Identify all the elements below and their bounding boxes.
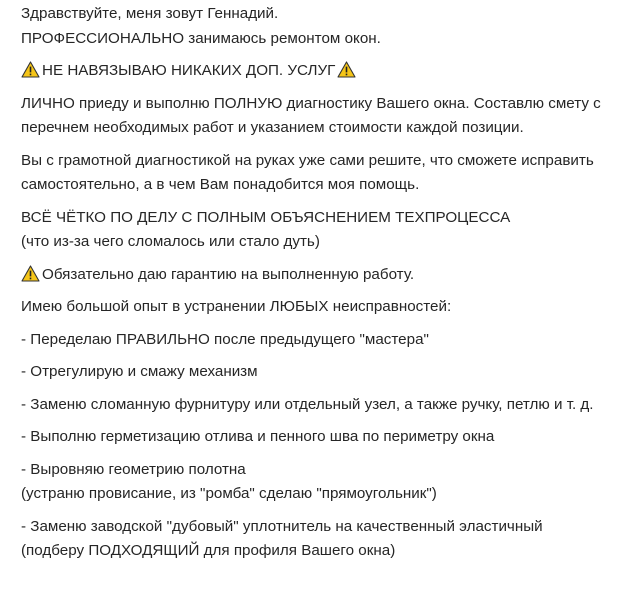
service-item — [21, 393, 633, 418]
service-item — [21, 425, 633, 450]
clear-explanation-line: ВСЁ ЧЁТКО ПО ДЕЛУ С ПОЛНЫМ ОБЪЯСНЕНИЕМ ТЕХПРОЦЕССА — [21, 208, 511, 226]
clear-explanation-line: (что из-за чего сломалось или стало дуть) — [21, 233, 320, 250]
service-line: - Отрегулирую и смажу механизм — [21, 363, 258, 380]
ad-text — [21, 2, 633, 572]
clear-explanation-paragraph — [21, 206, 633, 255]
warning-sign-icon — [21, 265, 40, 282]
decide-paragraph — [21, 149, 633, 198]
experience-line: Имею большой опыт в устранении ЛЮБЫХ неисправностей: — [21, 298, 452, 315]
guarantee-paragraph — [21, 263, 633, 288]
service-item — [21, 458, 633, 507]
service-line: - Переделаю ПРАВИЛЬНО после предыдущего "мастера" — [21, 330, 429, 348]
service-line: - Заменю сломанную фурнитуру или отдельный узел, а также ручку, петлю и т. д. — [21, 395, 594, 413]
service-line: - Выполню герметизацию отлива и пенного шва по периметру окна — [21, 428, 495, 445]
warning-sign-icon — [21, 61, 40, 78]
profession-line: ПРОФЕССИОНАЛЬНО занимаюсь ремонтом окон. — [21, 29, 381, 47]
no-extra-services-text: НЕ НАВЯЗЫВАЮ НИКАКИХ ДОП. УСЛУГ — [42, 62, 336, 79]
service-detail-line: (подберу ПОДХОДЯЩИЙ для профиля Вашего окна) — [21, 542, 396, 559]
service-detail-line: (устраню провисание, из "ромба" сделаю "прямоугольник") — [21, 485, 437, 502]
greeting-paragraph — [21, 2, 633, 51]
no-extra-services-paragraph — [21, 59, 633, 84]
service-line: - Выровняю геометрию полотна — [21, 460, 246, 478]
service-item — [21, 360, 633, 385]
service-line: - Заменю заводской "дубовый" уплотнитель на качественный эластичный — [21, 517, 543, 535]
guarantee-text: Обязательно даю гарантию на выполненную работу. — [42, 265, 415, 283]
diagnostics-line: перечнем необходимых работ и указанием стоимости каждой позиции. — [21, 119, 524, 136]
service-item — [21, 515, 633, 564]
service-item — [21, 328, 633, 353]
greeting-line: Здравствуйте, меня зовут Геннадий. — [21, 5, 279, 22]
experience-paragraph — [21, 295, 633, 320]
diagnostics-line: ЛИЧНО приеду и выполню ПОЛНУЮ диагностику Вашего окна. Составлю смету с — [21, 94, 601, 112]
decide-line: Вы с грамотной диагностикой на руках уже сами решите, что сможете исправить — [21, 151, 594, 169]
decide-line: самостоятельно, а в чем Вам понадобится моя помощь. — [21, 176, 420, 193]
diagnostics-paragraph — [21, 92, 633, 141]
warning-sign-icon — [337, 61, 356, 78]
